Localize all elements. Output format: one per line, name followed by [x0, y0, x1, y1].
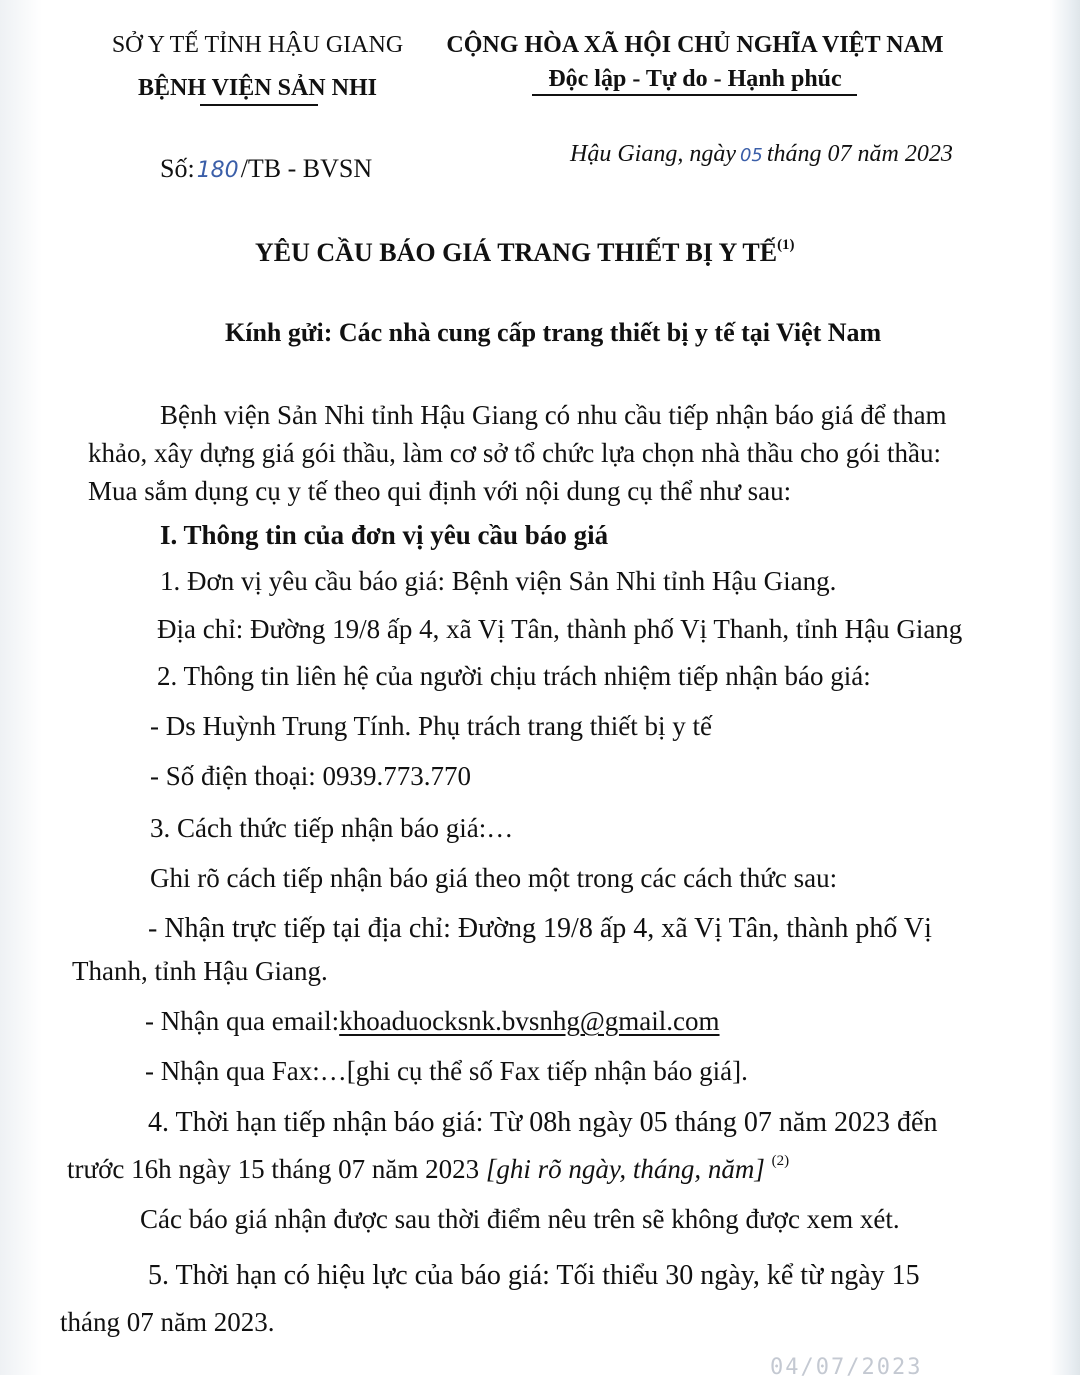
motto-underline: [532, 94, 857, 96]
national-title: CỘNG HÒA XÃ HỘI CHỦ NGHĨA VIỆT NAM: [446, 32, 944, 58]
item-3-note: Ghi rõ cách tiếp nhận báo giá theo một trong các cách thức sau:: [150, 863, 838, 893]
email-prefix: - Nhận qua email:: [145, 1006, 340, 1036]
item-4-line-2: [67, 1153, 790, 1184]
number-suffix: /TB - BVSN: [240, 154, 373, 183]
intro-line-1: Bệnh viện Sản Nhi tỉnh Hậu Giang có nhu cầu tiếp nhận báo giá để tham: [160, 400, 947, 430]
national-motto: Độc lập - Tự do - Hạnh phúc: [548, 66, 842, 92]
email-line: [145, 1008, 720, 1035]
scan-shadow-right: [1050, 0, 1080, 1375]
item-4-footnote: (2): [771, 1153, 790, 1169]
item-1: 1. Đơn vị yêu cầu báo giá: Bệnh viện Sản Nhi tỉnh Hậu Giang.: [160, 566, 837, 596]
date-prefix: Hậu Giang, ngày: [570, 141, 736, 167]
scan-shadow-left: [0, 0, 42, 1375]
title-footnote: (1): [777, 237, 795, 253]
document-number: [160, 156, 372, 182]
intro-line-3: Mua sắm dụng cụ y tế theo qui định với nội dung cụ thể như sau:: [88, 476, 792, 506]
email-link[interactable]: khoaduocksnk.bvsnhg@gmail.com: [339, 1006, 720, 1036]
document-date: [570, 142, 953, 166]
department-name: SỞ Y TẾ TỈNH HẬU GIANG: [111, 32, 404, 58]
section-heading: I. Thông tin của đơn vị yêu cầu báo giá: [160, 520, 609, 550]
item-4-line-1: 4. Thời hạn tiếp nhận báo giá: Từ 08h ngày 05 tháng 07 năm 2023 đến: [148, 1107, 938, 1138]
timestamp-fragment: 04/07/2023: [770, 1355, 923, 1380]
intro-line-2: khảo, xây dựng giá gói thầu, làm cơ sở tổ chức lựa chọn nhà thầu cho gói thầu:: [88, 438, 942, 468]
item-5-line-2: tháng 07 năm 2023.: [60, 1307, 275, 1337]
direct-line-2: Thanh, tỉnh Hậu Giang.: [72, 956, 328, 986]
item-3: 3. Cách thức tiếp nhận báo giá:…: [150, 813, 514, 843]
handwritten-number: 180: [196, 158, 239, 183]
item-2: 2. Thông tin liên hệ của người chịu trách nhiệm tiếp nhận báo giá:: [157, 661, 871, 691]
document-title: [255, 237, 795, 267]
contact-phone: - Số điện thoại: 0939.773.770: [150, 761, 471, 791]
direct-line-1: - Nhận trực tiếp tại địa chỉ: Đường 19/8 ấp 4, xã Vị Tân, thành phố Vị: [148, 913, 932, 944]
item-4-italic-note: [ghi rõ ngày, tháng, năm]: [485, 1154, 765, 1184]
address-line: Địa chỉ: Đường 19/8 ấp 4, xã Vị Tân, thành phố Vị Thanh, tỉnh Hậu Giang: [157, 614, 963, 644]
handwritten-day: 05: [739, 145, 763, 166]
hospital-name-underline: [200, 104, 318, 106]
hospital-name: BỆNH VIỆN SẢN NHI: [138, 75, 377, 101]
late-notice: Các báo giá nhận được sau thời điểm nêu trên sẽ không được xem xét.: [140, 1204, 900, 1234]
item-4-deadline: trước 16h ngày 15 tháng 07 năm 2023: [67, 1154, 486, 1184]
contact-person: - Ds Huỳnh Trung Tính. Phụ trách trang thiết bị y tế: [150, 711, 712, 741]
title-text: YÊU CẦU BÁO GIÁ TRANG THIẾT BỊ Y TẾ: [255, 238, 778, 267]
date-suffix: tháng 07 năm 2023: [766, 141, 953, 167]
item-5-line-1: 5. Thời hạn có hiệu lực của báo giá: Tối thiểu 30 ngày, kể từ ngày 15: [148, 1260, 920, 1291]
recipient-line: Kính gửi: Các nhà cung cấp trang thiết bị y tế tại Việt Nam: [225, 318, 882, 347]
number-prefix: Số:: [160, 154, 195, 183]
fax-line: - Nhận qua Fax:…[ghi cụ thể số Fax tiếp nhận báo giá].: [145, 1056, 748, 1086]
